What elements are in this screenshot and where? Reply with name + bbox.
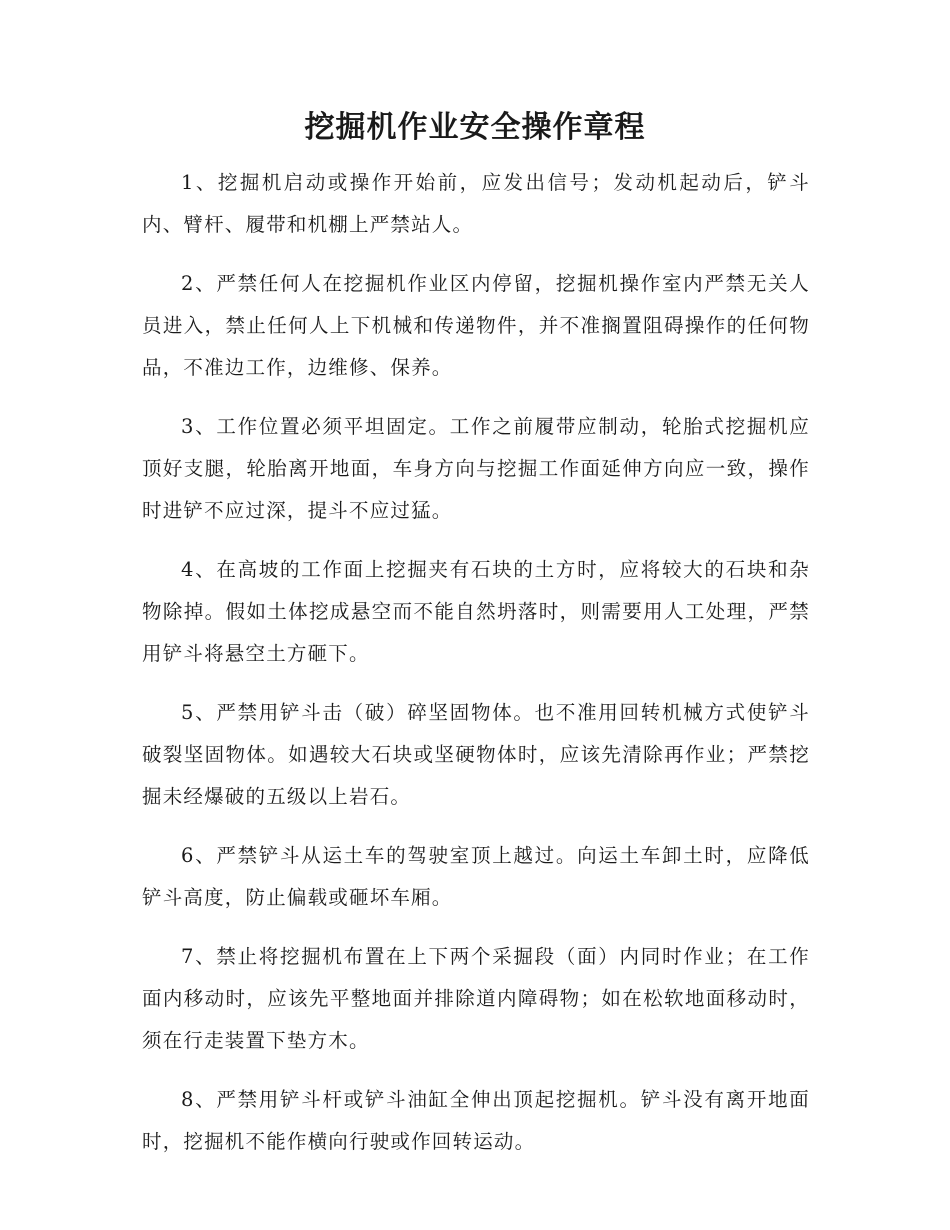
paragraph-1: 1、挖掘机启动或操作开始前，应发出信号；发动机起动后，铲斗内、臂杆、履带和机棚上严禁站人。: [142, 171, 810, 236]
document-body: [142, 162, 810, 1180]
paragraph-3: 3、工作位置必须平坦固定。工作之前履带应制动，轮胎式挖掘机应顶好支腿，轮胎离开地面，车身方向与挖掘工作面延伸方向应一致，操作时进铲不应过深，提斗不应过猛。: [142, 415, 810, 522]
paragraph-2: 2、严禁任何人在挖掘机作业区内停留，挖掘机操作室内严禁无关人员进入，禁止任何人上下机械和传递物件，并不准搁置阻碍操作的任何物品，不准边工作，边维修、保养。: [142, 272, 810, 379]
paragraph-8: 8、严禁用铲斗杆或铲斗油缸全伸出顶起挖掘机。铲斗没有离开地面时，挖掘机不能作横向行驶或作回转运动。: [142, 1088, 810, 1153]
paragraph-6: 6、严禁铲斗从运土车的驾驶室顶上越过。向运土车卸土时，应降低铲斗高度，防止偏载或砸坏车厢。: [142, 844, 810, 909]
document-title: 挖掘机作业安全操作章程: [304, 110, 646, 145]
paragraph-4: 4、在高坡的工作面上挖掘夹有石块的土方时，应将较大的石块和杂物除掉。假如土体挖成悬空而不能自然坍落时，则需要用人工处理，严禁用铲斗将悬空土方砸下。: [142, 558, 810, 665]
paragraph-5: 5、严禁用铲斗击（破）碎坚固物体。也不准用回转机械方式使铲斗破裂坚固物体。如遇较大石块或坚硬物体时，应该先清除再作业；严禁挖掘未经爆破的五级以上岩石。: [142, 701, 810, 808]
paragraph-7: 7、禁止将挖掘机布置在上下两个采掘段（面）内同时作业；在工作面内移动时，应该先平整地面并排除道内障碍物；如在松软地面移动时，须在行走装置下垫方木。: [142, 945, 810, 1052]
